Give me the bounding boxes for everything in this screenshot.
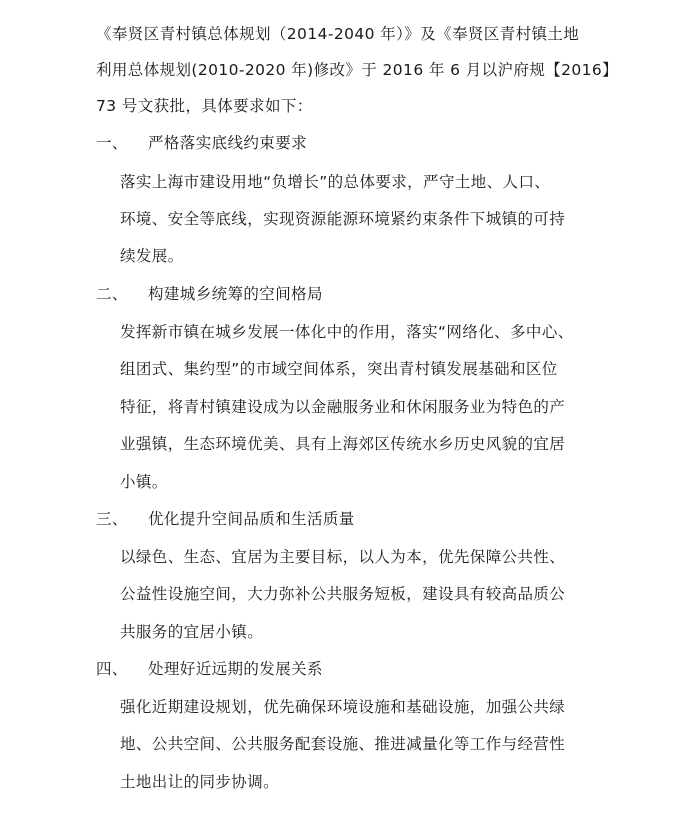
section-heading: 严格落实底线约束要求 (148, 134, 308, 152)
section-number: 二、 (96, 285, 128, 303)
paragraph-line: 环境、安全等底线，实现资源能源环境紧约束条件下城镇的可持 (120, 210, 566, 228)
paragraph-line: 小镇。 (120, 473, 168, 491)
paragraph-line: 以绿色、生态、宜居为主要目标，以人为本，优先保障公共性、 (120, 548, 566, 566)
section-number: 一、 (96, 134, 128, 152)
paragraph-line: 发挥新市镇在城乡发展一体化中的作用，落实“网络化、多中心、 (120, 323, 574, 341)
paragraph-line: 共服务的宜居小镇。 (120, 623, 264, 641)
paragraph-line: 地、公共空间、公共服务配套设施、推进减量化等工作与经营性 (120, 735, 566, 753)
section-heading: 构建城乡统筹的空间格局 (148, 285, 323, 303)
intro-line: 73 号文获批，具体要求如下： (96, 97, 313, 115)
paragraph-line: 业强镇，生态环境优美、具有上海郊区传统水乡历史风貌的宜居 (120, 435, 566, 453)
paragraph-line: 落实上海市建设用地“负增长”的总体要求，严守土地、人口、 (120, 173, 551, 191)
intro-line: 利用总体规划(2010-2020 年)修改》于 2016 年 6 月以沪府规【2016】 (96, 61, 619, 79)
section-number: 四、 (96, 660, 128, 678)
paragraph-line: 强化近期建设规划，优先确保环境设施和基础设施，加强公共绿 (120, 698, 566, 716)
paragraph-line: 组团式、集约型”的市域空间体系，突出青村镇发展基础和区位 (120, 360, 558, 378)
section-heading: 处理好近远期的发展关系 (148, 660, 323, 678)
section-number: 三、 (96, 510, 128, 528)
paragraph-line: 特征，将青村镇建设成为以金融服务业和休闲服务业为特色的产 (120, 398, 566, 416)
section-heading: 优化提升空间品质和生活质量 (148, 510, 355, 528)
intro-line: 《奉贤区青村镇总体规划（2014-2040 年）》及《奉贤区青村镇土地 (96, 25, 580, 43)
paragraph-line: 土地出让的同步协调。 (120, 773, 280, 791)
paragraph-line: 公益性设施空间，大力弥补公共服务短板，建设具有较高品质公 (120, 585, 566, 603)
paragraph-line: 续发展。 (120, 247, 184, 265)
